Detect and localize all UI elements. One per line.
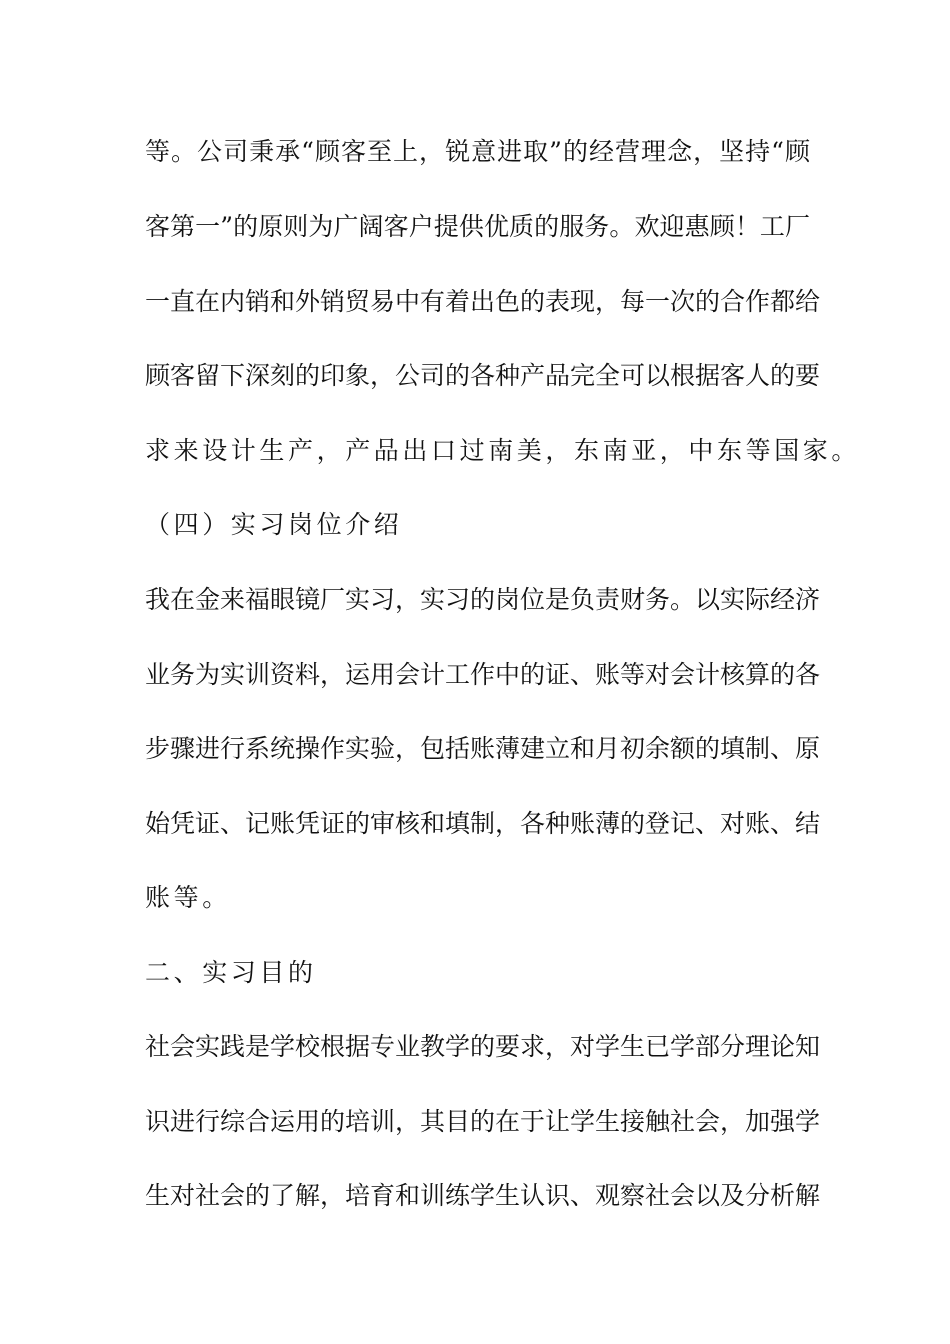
paragraph-line-11: 社会实践是学校根据专业教学的要求，对学生已学部分理论知	[145, 1032, 821, 1061]
paragraph-line-3: 一直在内销和外销贸易中有着出色的表现，每一次的合作都给	[145, 287, 821, 316]
paragraph-line-7: 业务为实训资料，运用会计工作中的证、账等对会计核算的各	[145, 660, 821, 689]
paragraph-line-8: 步骤进行系统操作实验，包括账薄建立和月初余额的填制、原	[145, 734, 821, 763]
section-heading-internship-position: （四）实习岗位介绍	[145, 510, 403, 539]
paragraph-line-2: 客第一”的原则为广阔客户提供优质的服务。欢迎惠顾！工厂	[145, 212, 810, 241]
paragraph-line-9: 始凭证、记账凭证的审核和填制，各种账薄的登记、对账、结	[145, 809, 821, 838]
paragraph-line-5: 求来设计生产，产品出口过南美，东南亚，中东等国家。	[145, 436, 861, 465]
section-heading-internship-purpose: 二、实习目的	[145, 958, 317, 987]
paragraph-line-13: 生对社会的了解，培育和训练学生认识、观察社会以及分析解	[145, 1181, 821, 1210]
paragraph-line-12: 识进行综合运用的培训，其目的在于让学生接触社会，加强学	[145, 1107, 821, 1136]
paragraph-line-1: 等。公司秉承“顾客至上，锐意进取”的经营理念，坚持“顾	[145, 137, 810, 166]
paragraph-line-4: 顾客留下深刻的印象，公司的各种产品完全可以根据客人的要	[145, 361, 821, 390]
paragraph-line-10: 账等。	[145, 883, 231, 912]
paragraph-line-6: 我在金来福眼镜厂实习，实习的岗位是负责财务。以实际经济	[145, 585, 821, 614]
